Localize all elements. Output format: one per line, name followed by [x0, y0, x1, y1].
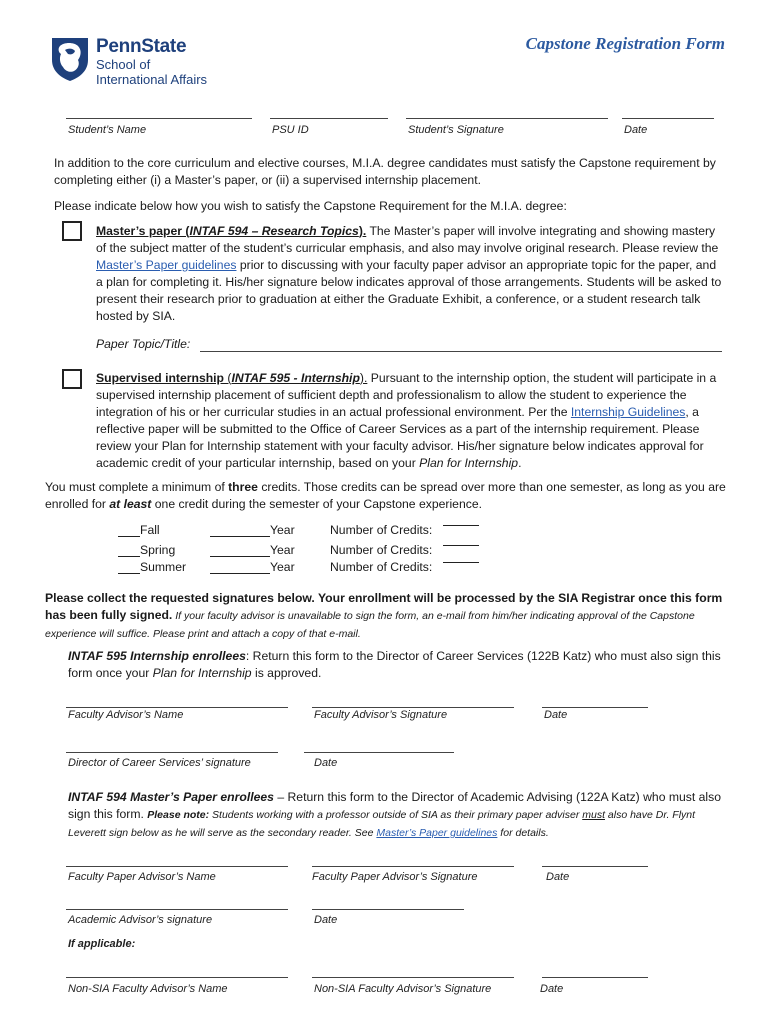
student-signature-line[interactable] — [406, 118, 608, 119]
masters-paper-text2: prior to discussing with your faculty paper advisor an appropriate topic for the paper, and a plan for completing it. His/her signature below indicates approval of those arrangements. Students will be asked to present their research prior to graduation at either the Graduate Exhibit, a conference, or a student research talk hosted by SIA. — [96, 258, 722, 323]
fall-label: Fall — [140, 523, 160, 537]
intaf594-text1: – Return this form to the Director of Academic Advising (122A Katz) who must also sign this form. — [68, 790, 722, 821]
faculty-advisor-signature-line[interactable] — [312, 707, 514, 708]
academic-advisor-date-line[interactable] — [312, 909, 464, 910]
masters-paper-title-end: ). — [358, 224, 367, 238]
director-career-date-line[interactable] — [304, 752, 454, 753]
masters-paper-title: Master’s paper ( — [96, 224, 190, 238]
collect-bold: Please collect the requested signatures below. Your enrollment will be processed by the SIA Registrar once this form has been fully signed. — [45, 591, 723, 622]
masters-paper-checkbox[interactable] — [62, 221, 82, 241]
non-sia-advisor-signature-label: Non-SIA Faculty Advisor’s Signature — [314, 983, 492, 995]
intaf594-heading: INTAF 594 Master’s Paper enrollees — [68, 790, 274, 804]
summer-credits-blank[interactable] — [443, 562, 479, 563]
form-title: Capstone Registration Form — [525, 34, 725, 53]
if-applicable-label: If applicable: — [68, 938, 136, 950]
spring-credits-label: Number of Credits: — [330, 543, 433, 557]
internship-text2: , a reflective paper will be submitted to the Office of Career Services as a part of the internship requirement. Please review your Plan for Internship statement with your faculty advisor. His/her signature below indicates approval for academic credit of your particular internship, based on your — [96, 405, 704, 470]
credits-row — [118, 560, 518, 578]
summer-blank[interactable] — [118, 573, 140, 574]
logo-line1: PennState — [96, 36, 187, 57]
collect-italic: If your faculty advisor is unavailable to sign the form, an e-mail from him/her indicating approval of the Capstone experience will suffice. Please print and attach a copy of that e-mail. — [45, 610, 695, 640]
student-name-line[interactable] — [66, 118, 252, 119]
credits-at-least: at least — [109, 497, 152, 511]
psu-id-label: PSU ID — [272, 124, 309, 136]
non-sia-advisor-date-line[interactable] — [542, 977, 648, 978]
logo — [50, 36, 240, 90]
internship-plan: Plan for Internship — [419, 456, 519, 470]
psu-id-line[interactable] — [270, 118, 388, 119]
spring-year-label: Year — [270, 543, 295, 557]
internship-checkbox[interactable] — [62, 369, 82, 389]
faculty-advisor-name-line[interactable] — [66, 707, 288, 708]
director-career-date-label: Date — [314, 757, 338, 769]
masters-paper-course: INTAF 594 – Research Topics — [189, 224, 359, 238]
internship-title: Supervised internship — [96, 371, 224, 385]
faculty-paper-advisor-date-label: Date — [546, 871, 570, 883]
summer-year-label: Year — [270, 560, 295, 574]
fall-year-blank[interactable] — [210, 536, 270, 537]
intaf594-note-text1: Students working with a professor outside of SIA as their primary paper adviser — [209, 809, 583, 821]
faculty-advisor-signature-label: Faculty Advisor’s Signature — [314, 709, 448, 721]
nittany-lion-shield-icon — [50, 36, 90, 82]
masters-paper-text1: The Master’s paper will involve integrating and showing mastery of the subject matter of the student’s curricular emphasis, and also may involve original research. Please review the — [96, 224, 719, 255]
logo-line3: International Affairs — [96, 72, 208, 87]
paper-topic-line[interactable] — [200, 351, 722, 352]
collect-signatures-text — [45, 590, 729, 643]
credits-text1: You must complete a minimum of — [45, 480, 229, 494]
summer-label: Summer — [140, 560, 187, 574]
credits-text — [45, 479, 729, 513]
paper-topic-label: Paper Topic/Title: — [96, 337, 191, 351]
fall-credits-label: Number of Credits: — [330, 523, 433, 537]
faculty-advisor-date-line[interactable] — [542, 707, 648, 708]
spring-credits-blank[interactable] — [443, 545, 479, 546]
faculty-paper-advisor-date-line[interactable] — [542, 866, 648, 867]
internship-option — [96, 370, 726, 472]
credits-text2: credits. Those credits can be spread over more than one semester, as long as you are enrolled for — [45, 480, 726, 511]
spring-year-blank[interactable] — [210, 556, 270, 557]
faculty-paper-advisor-signature-line[interactable] — [312, 866, 514, 867]
non-sia-advisor-date-label: Date — [540, 983, 564, 995]
credits-table — [118, 523, 518, 581]
credits-three: three — [228, 480, 258, 494]
faculty-paper-advisor-name-line[interactable] — [66, 866, 288, 867]
logo-line2: School of — [96, 57, 151, 72]
internship-course: INTAF 595 - Internship — [231, 371, 360, 385]
faculty-advisor-date-label: Date — [544, 709, 568, 721]
credits-row — [118, 523, 518, 541]
intaf594-please-note: Please note: — [147, 809, 210, 821]
fall-blank[interactable] — [118, 536, 140, 537]
non-sia-advisor-name-line[interactable] — [66, 977, 288, 978]
intaf594-note-text2: also have Dr. Flynt Leverett sign below as he will serve as the secondary reader. See — [68, 809, 696, 839]
faculty-paper-advisor-name-label: Faculty Paper Advisor’s Name — [68, 871, 216, 883]
internship-course-open: ( — [224, 371, 232, 385]
intaf595-heading: INTAF 595 Internship enrollees — [68, 649, 246, 663]
intaf595-text1: : Return this form to the Director of Career Services (122B Katz) who must also sign this form once your — [68, 649, 721, 680]
academic-advisor-date-label: Date — [314, 914, 338, 926]
instruction-text: Please indicate below how you wish to satisfy the Capstone Requirement for the M.I.A. degree: — [54, 199, 567, 213]
internship-course-close: ). — [359, 371, 368, 385]
internship-guidelines-link[interactable]: Internship Guidelines — [570, 405, 686, 419]
intro-text: In addition to the core curriculum and elective courses, M.I.A. degree candidates must satisfy the Capstone requirement by completing either (i) a Master’s paper, or (ii) a supervised internship placement. — [54, 156, 716, 187]
credits-text3: one credit during the semester of your Capstone experience. — [151, 497, 482, 511]
intaf594-must: must — [582, 809, 605, 821]
intaf594-section — [68, 789, 728, 842]
student-signature-label: Student’s Signature — [408, 124, 504, 136]
faculty-paper-advisor-signature-label: Faculty Paper Advisor’s Signature — [312, 871, 478, 883]
internship-text1: Pursuant to the internship option, the student will participate in a supervised internship placement of sufficient depth and professionalism to allow the student to experience the integration of his or her curricular studies in an actual professional environment. Per the — [96, 371, 717, 419]
student-date-line[interactable] — [622, 118, 714, 119]
intaf595-section — [68, 648, 728, 682]
masters-paper-guidelines-link[interactable]: Master’s Paper guidelines — [96, 258, 237, 272]
faculty-advisor-name-label: Faculty Advisor’s Name — [68, 709, 184, 721]
summer-year-blank[interactable] — [210, 573, 270, 574]
summer-credits-label: Number of Credits: — [330, 560, 433, 574]
non-sia-advisor-name-label: Non-SIA Faculty Advisor’s Name — [68, 983, 228, 995]
spring-blank[interactable] — [118, 556, 140, 557]
intaf595-plan: Plan for Internship — [152, 666, 252, 680]
director-career-signature-line[interactable] — [66, 752, 278, 753]
student-date-label: Date — [624, 124, 648, 136]
credits-row — [118, 543, 518, 561]
non-sia-advisor-signature-line[interactable] — [312, 977, 514, 978]
intaf594-note-text3: for details. — [497, 827, 549, 839]
spring-label: Spring — [140, 543, 176, 557]
fall-year-label: Year — [270, 523, 295, 537]
academic-advisor-signature-line[interactable] — [66, 909, 288, 910]
intaf594-guidelines-link[interactable]: Master’s Paper guidelines — [376, 827, 498, 839]
director-career-signature-label: Director of Career Services’ signature — [68, 757, 251, 769]
masters-paper-option — [96, 223, 726, 325]
student-name-label: Student’s Name — [68, 124, 147, 136]
academic-advisor-signature-label: Academic Advisor’s signature — [68, 914, 213, 926]
fall-credits-blank[interactable] — [443, 525, 479, 526]
intaf595-text2: is approved. — [251, 666, 322, 680]
internship-text3: . — [518, 456, 522, 470]
